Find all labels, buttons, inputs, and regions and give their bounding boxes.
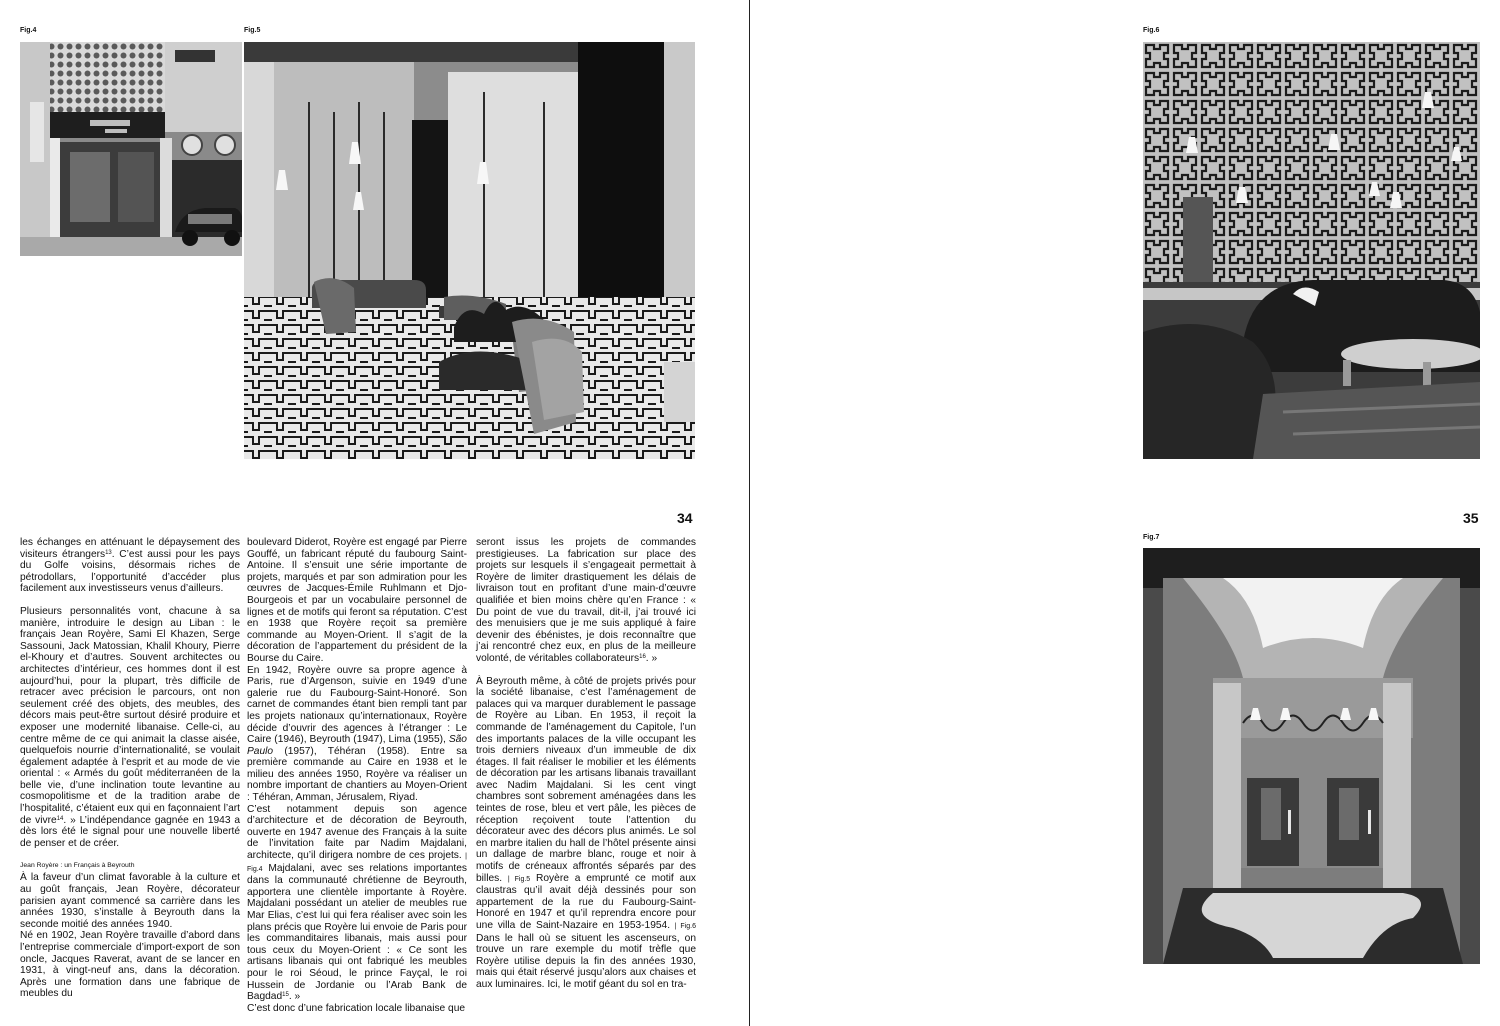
- page-number-left: 34: [677, 510, 693, 526]
- spread-gutter-line: [749, 0, 750, 1026]
- fig6-label: Fig.6: [1143, 27, 1160, 34]
- paragraph: C’est notamment depuis son agence d’architecture et de décoration de Beyrouth, ouverte en 1947 avenue des Français à la suite de l’invitation faite par Nadim Majdalani, architecte, qu’il dirigera nombre de ces projets. | Fig.4 Majdalani, avec ses relations importantes dans la communauté chrétienne de Beyrouth, apportera une clientèle importante à Royère. Majdalani possédant un atelier de meubles rue Mar Elias, c’est lui qui fera réaliser avec soin les plans précis que Royère lui envoie de Paris pour les commanditaires libanais, mais aussi pour tous ceux du Moyen-Orient : « Ce sont les artisans libanais qui ont fabriqué les meubles pour le roi Séoud, le prince Fayçal, le roi Hussein de Jordanie ou l’Arab Bank de Bagdad$^{15}$. »: [247, 803, 467, 1003]
- footnote-ref: 13: [105, 549, 112, 556]
- section-subheading: Jean Royère : un Français à Beyrouth: [20, 862, 135, 870]
- paragraph: À Beyrouth même, à côté de projets privés pour la société libanaise, c’est l’aménagement de palaces qui va marquer durablement le passage de Royère au Liban. En 1953, il reçoit la commande de l’aménagement du Capitole, l’un des importants palaces de la ville occupant les trois derniers niveaux d’un immeuble de dix étages. Il fait réaliser le mobilier et les éléments de décoration par les artisans libanais travaillant avec Nadim Majdalani. Si les cent vingt chambres sont sobrement aménagées dans les teintes de rose, bleu et vert pâle, les pièces de réception reçoivent toute l’attention du décorateur avec des décors plus animés. Le sol en marbre italien du hall de l’hôtel présente ainsi un dallage de marbre blanc, rouge et noir à motifs de créneaux affrontés séparés par des billes. | Fig.5 Royère a emprunté ce motif aux claustras qu’il avait déjà dessinés pour son appartement de la rue du Faubourg-Saint-Honoré en 1947 et qu’il reprendra encore pour une villa de Saint-Nazaire en 1953-1954. | Fig.6 Dans le hall où se situent les ascenseurs, on trouve un rare exemple du motif trèfle que Royère utilise depuis la fin des années 1930, mais qui était réservé jusqu’alors aux chaises et aux luminaires. Ici, le motif géant du sol en tra-: [476, 675, 696, 990]
- footnote-ref: 16: [639, 653, 646, 660]
- footnote-ref: 15: [282, 992, 289, 999]
- paragraph: Plusieurs personnalités vont, chacune à sa manière, introduire le design au Liban : le français Jean Royère, Sami El Khazen, Serge Sassouni, Jack Matossian, Khalil Khoury, Pierre el-Khoury et d’autres. Souvent architectes ou architectes d’intérieur, ces hommes dont il est aujourd’hui, pour la plupart, très difficile de retracer avec précision le parcours, ont non seulement créé des objets, des meubles, des décors mais peut-être surtout désiré produire et exposer une modernité libanaise. Celle-ci, au centre même de ce qui animait la classe aisée, quelquefois nourrie d’internationalité, se voulait également adaptée à l’esprit et au mode de vie oriental : « Armés du goût méditerranéen de la belle vie, d’une inclination toute levantine au cosmopolitisme et de la tradition arabe de l’hospitalité, c’étaient eux qui en façonnaient l’art de vivre$^{14}$. » L’indépendance gagnée en 1943 a dès lors été le signal pour une nouvelle liberté de penser et de créer.: [20, 605, 241, 849]
- paragraph: boulevard Diderot, Royère est engagé par Pierre Gouffé, un fabricant réputé du faubourg Saint-Antoine. Il s’ensuit une série importante de projets, marqués et par son admiration pour les œuvres de Jacques-Émile Ruhlmann et Djo-Bourgeois et par un vocabulaire personnel de lignes et de motifs qui feront sa réputation. C’est en 1938 que Royère reçoit sa première commande au Moyen-Orient. Il s’agit de la décoration de l’appartement du président de la Bourse du Caire.: [247, 537, 467, 664]
- page-number-right: 35: [1463, 510, 1479, 526]
- fig4-photo-shopfront: [20, 42, 242, 256]
- fig5-photo-lobby-floor: [244, 42, 695, 459]
- text-column-2: [247, 537, 467, 1014]
- fig7-label: Fig.7: [1143, 534, 1160, 541]
- text-column-3: [476, 537, 696, 991]
- figure-reference: | Fig.4: [247, 853, 467, 873]
- text-column-1: [20, 537, 240, 1000]
- paragraph: À la faveur d’un climat favorable à la culture et au goût français, Jean Royère, décorateur parisien ayant commencé sa carrière dans les années 1930, s’installe à Beyrouth dans la seconde moitié des années 1940.: [20, 872, 240, 930]
- footnote-ref: 14: [56, 815, 64, 822]
- fig6-photo-lattice-salon: [1143, 42, 1480, 459]
- fig7-photo-elevator-hall: [1143, 548, 1480, 964]
- figure-reference: | Fig.6: [674, 923, 696, 930]
- paragraph: les échanges en atténuant le dépaysement des visiteurs étrangers$^{13}$. C’est aussi pour les pays du Golfe voisins, désormais riches de pétrodollars, l’opportunité d’accéder plus facilement aux investisseurs venus d’ailleurs.: [20, 537, 240, 595]
- paragraph: En 1942, Royère ouvre sa propre agence à Paris, rue d’Argenson, suivie en 1949 d’une galerie rue du Faubourg-Saint-Honoré. Son carnet de commandes étant bien rempli tant par les projets nationaux qu’internationaux, Royère décide d’ouvrir des agences à l’étranger : Le Caire (1946), Beyrouth (1947), Lima (1955), São Paulo (1957), Téhéran (1958). Entre sa première commande au Caire en 1938 et le milieu des années 1950, Royère va réaliser un nombre important de chantiers au Moyen-Orient : Téhéran, Amman, Jérusalem, Riyad.: [247, 664, 467, 804]
- paragraph: Né en 1902, Jean Royère travaille d’abord dans l’entreprise commerciale d’import-export de son oncle, Jacques Raverat, avant de se lancer en 1931, à vingt-neuf ans, dans la décoration. Après une formation dans une fabrique de meubles du: [20, 930, 240, 1000]
- figure-reference: | Fig.5: [507, 875, 531, 883]
- paragraph: C’est donc d’une fabrication locale libanaise que: [247, 1002, 466, 1014]
- paragraph: seront issus les projets de commandes prestigieuses. La fabrication sur place des projets sur lesquels il s’engageait permettait à Royère de limiter drastiquement les délais de livraison tout en profitant d’une main-d’œuvre qualifiée et bien moins chère qu’en France : « Du point de vue du travail, dit-il, j’ai trouvé ici des menuisiers que je me suis appliqué à faire devenir des ébénistes, je dois reconnaître que j’ai rencontré chez eux, en plus de la meilleure volonté, de véritables collaborateurs$^{16}$. »: [476, 537, 696, 664]
- fig5-label: Fig.5: [244, 27, 261, 34]
- italic-city: São Paulo: [247, 734, 467, 757]
- fig4-label: Fig.4: [20, 27, 37, 34]
